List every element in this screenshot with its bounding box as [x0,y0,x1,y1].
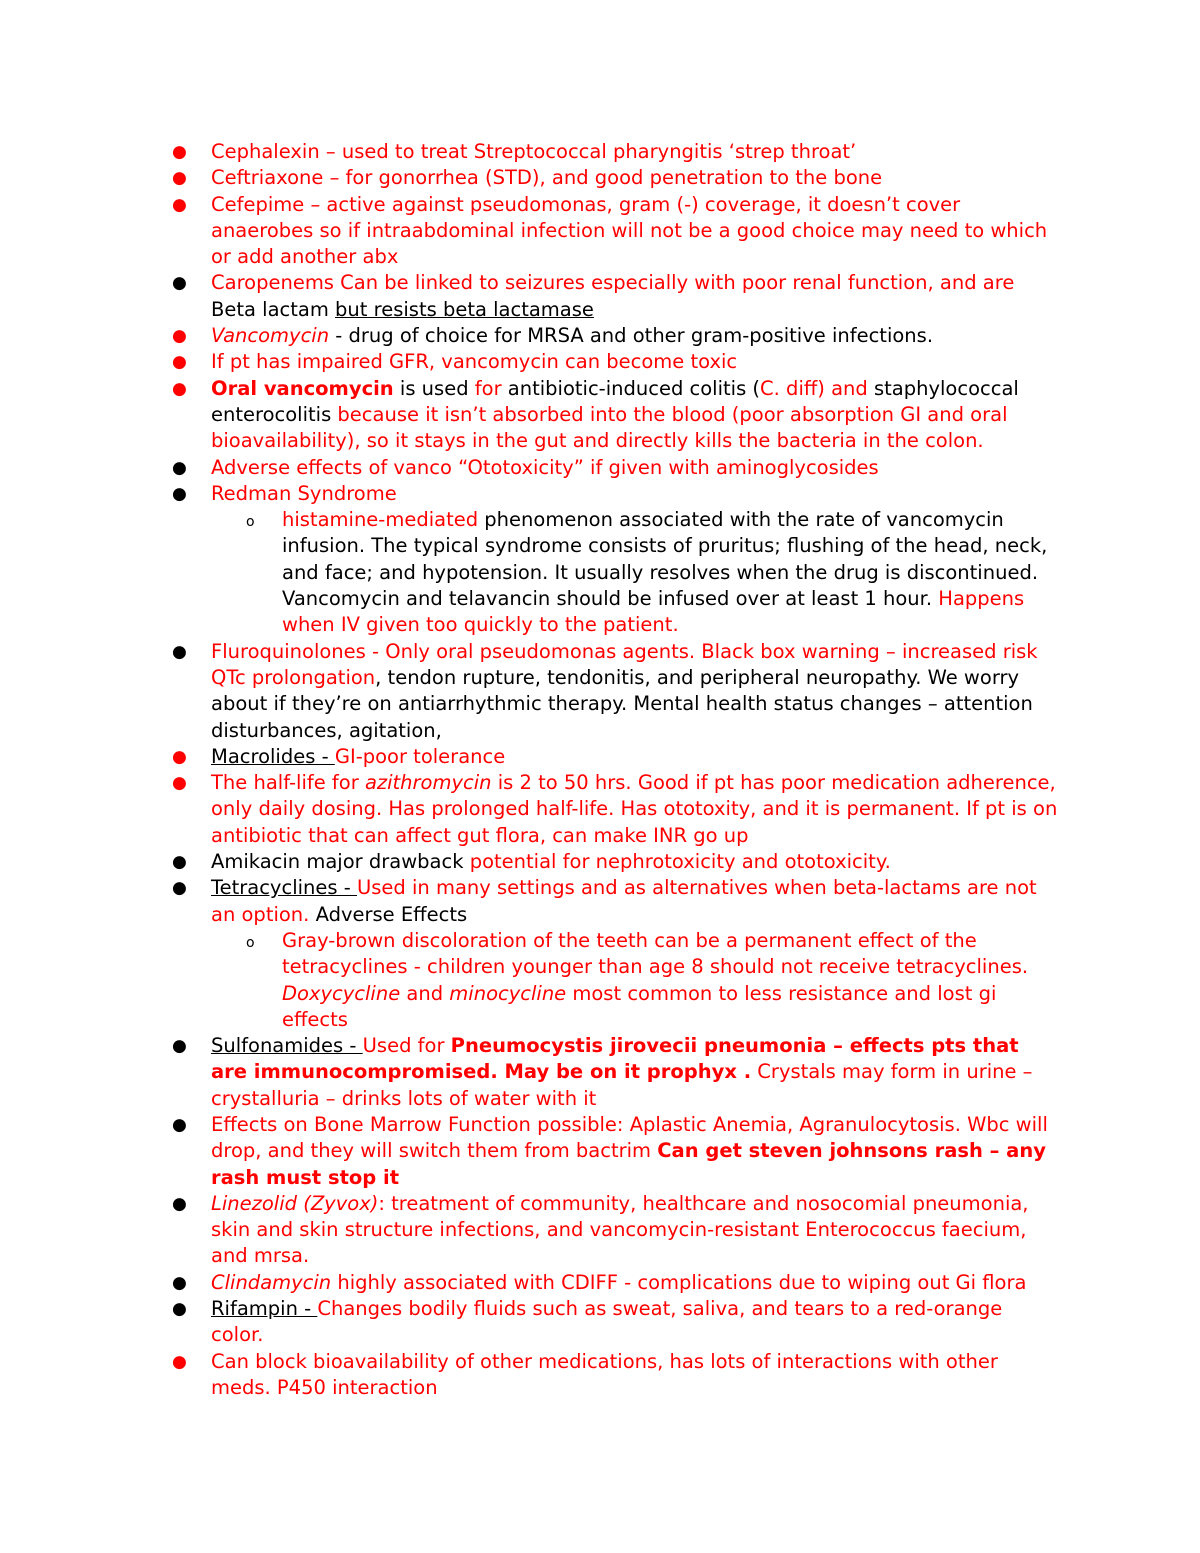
text-run: Tetracyclines - [211,876,357,900]
text-run: Macrolides - [211,744,335,768]
bullet-dot-icon: ● [172,878,187,899]
text-run: Gray-brown discoloration of the teeth can be a permanent effect of the tetracyclines - children younger than age 8 should not receive tetracyclines. [282,928,1029,979]
text-run: - drug of choice for MRSA and other gram-positive infections. [329,324,934,348]
text-run: Cephalexin – used to treat Streptococcal pharyngitis ‘strep throat’ [211,140,857,163]
text-run: Can get steven johnsons rash – any rash must stop it [211,1139,1046,1189]
list-item [0,770,1200,849]
list-item-text [211,640,1038,742]
list-item-text [211,850,891,873]
text-run: Adverse Effects [315,902,468,926]
bullet-dot-icon: ● [172,1351,187,1372]
bullet-dot-icon: ● [172,194,187,215]
list-item [0,744,1200,770]
list-item [0,455,1200,481]
text-run: Effects on Bone Marrow Function possible: Aplastic Anemia, Agranulocytosis. Wbc will drop, and they will switch them from bactrim [211,1112,1048,1163]
text-run: Beta lactam [211,297,336,321]
text-run: The half-life for [211,771,365,795]
hollow-circle-icon: o [246,514,255,531]
list-item [0,323,1200,349]
list-item-text [211,745,505,768]
bullet-dot-icon: ● [172,142,187,162]
list-item-text [211,1271,1026,1294]
list-item [0,349,1200,375]
list-item-text [211,482,397,505]
list-item-text [211,456,879,479]
bullet-dot-icon: ● [172,1036,187,1057]
bullet-dot-icon: ● [172,852,187,873]
list-item [0,165,1200,191]
bullet-dot-icon: ● [172,352,187,373]
text-run: is 2 to 50 hrs. Good if pt has poor medication adherence, only daily dosing. Has prolonged half-life. Has ototoxity, and it is permanent. If pt is on antibiotic that can affect gut flora, can make INR go up [211,771,1058,847]
text-run: most common to less resistance and lost gi effects [282,981,997,1031]
list-item-text [211,324,933,347]
text-run: Sulfonamides - [211,1034,363,1058]
text-run: : treatment of community, healthcare and nosocomial pneumonia, skin and skin structure infections, and vancomycin-resistant Enterococcus faecium, and mrsa. [211,1191,1029,1268]
bullet-dot-icon: ● [172,773,187,794]
list-item [0,139,1200,165]
text-run: Used for [362,1034,451,1058]
sub-list-item [211,507,1060,638]
list-item [0,849,1200,875]
text-run: Happens when IV given too quickly to the patient. [282,587,1025,637]
text-run: Changes bodily fluids such as sweat, saliva, and tears to a red-orange color. [211,1297,1003,1347]
list-item [0,1270,1200,1296]
list-item-text [211,193,1047,269]
text-run: because it isn’t absorbed into the blood (poor absorption GI and oral bioavailability), so it stays in the gut and directly kills the bacteria in the colon. [211,402,1008,453]
text-run: Crystals may form in urine – crystalluria – drinks lots of water with it [211,1060,1033,1110]
text-run: Vancomycin [211,324,330,348]
list-item-text [211,377,1019,453]
text-run: Cefepime – active against pseudomonas, gram (-) coverage, it doesn’t cover anaerobes so if intraabdominal infection will not be a good choice may need to which or add another abx [211,192,1048,269]
list-item [0,481,1200,639]
text-run: and [400,981,450,1005]
bullet-dot-icon: ● [172,168,187,189]
text-run: potential for nephrotoxicity and ototoxicity. [469,850,891,874]
list-item [0,875,1200,1033]
list-item-text [211,271,1014,320]
bullet-dot-icon: ● [172,457,187,478]
text-run: minocycline [449,981,567,1005]
text-run: Caropenems Can be linked to seizures especially with poor renal function, and are [211,271,1015,295]
bullet-dot-icon: ● [172,746,187,767]
text-run: Rifampin - [211,1297,318,1321]
bullet-dot-icon: ● [172,326,187,347]
list-item [0,192,1200,271]
text-run: Linezolid (Zyvox) [211,1191,379,1215]
bullet-dot-icon: ● [172,641,187,662]
bullet-dot-icon: ● [172,1272,187,1293]
list-item-text [211,876,1037,925]
text-run: Redman Syndrome [211,481,397,505]
list-item [0,639,1200,744]
text-run: for [474,376,508,400]
text-run: highly associated with CDIFF - complications due to wiping out Gi flora [331,1270,1027,1294]
text-run: If pt has impaired GFR, vancomycin can become toxic [211,350,738,374]
text-run: Pneumocystis jirovecii pneumonia – effects pts that are immunocompromised. May be on it prophyx . [211,1034,1019,1084]
sub-list-item-text [282,929,1028,1031]
text-run: Adverse effects of vanco “Ototoxicity” if given with aminoglycosides [211,455,879,479]
text-run: antibiotic-induced colitis ( [507,376,761,400]
bullet-dot-icon: ● [172,378,187,399]
text-run: phenomenon associated with the rate of vancomycin infusion. The typical syndrome consists of pruritus; flushing of the head, neck, and face; and hypotension. It usually resolves when the drug is discontinued. Vancomycin and telavancin should be infused over at least 1 hour. [282,508,1048,611]
text-run: histamine-mediated [282,508,479,532]
list-item-text [211,1297,1002,1346]
antibiotics-notes-list [0,139,1200,1401]
list-item-text [211,166,882,189]
text-run: Used in many settings and as alternatives when beta-lactams are not an option. [211,876,1037,926]
text-run: , tendon rupture, tendonitis, and peripheral neuropathy. We worry about if they’re on antiarrhythmic therapy. Mental health status changes – attention disturbances, agitation, [211,665,1033,742]
list-item [0,1112,1200,1191]
list-item [0,1191,1200,1270]
text-run: Can block bioavailability of other medications, has lots of interactions with other meds. P450 interaction [211,1349,998,1399]
list-item-text [211,1350,998,1399]
sub-list-item-text [282,508,1047,636]
bullet-dot-icon: ● [172,273,187,294]
text-run: GI-poor tolerance [334,744,506,768]
list-item-text [211,1192,1029,1268]
text-run: but resists beta lactamase [335,297,594,321]
text-run: Doxycycline [282,981,401,1005]
list-item [0,270,1200,323]
text-run: Fluroquinolones - Only oral pseudomonas agents. Black box warning – increased risk QTc prolongation [211,639,1038,689]
list-item [0,376,1200,455]
list-item-text [211,1034,1032,1110]
list-item-text [211,350,737,373]
text-run: Oral vancomycin [211,376,394,400]
text-run: is used [393,376,475,400]
text-run: azithromycin [364,771,492,795]
text-run: staphylococcal enterocolitis [211,376,1019,426]
list-item-text [211,771,1057,847]
text-run: Clindamycin [211,1270,332,1294]
text-run: C. diff) and [760,376,874,400]
list-item [0,1033,1200,1112]
bullet-dot-icon: ● [172,1193,187,1214]
list-item [0,1296,1200,1349]
sub-list [211,507,1060,638]
sub-list [211,928,1060,1033]
hollow-circle-icon: o [246,934,255,951]
list-item-text [211,140,856,163]
text-run: Ceftriaxone – for gonorrhea (STD), and good penetration to the bone [211,166,883,190]
bullet-dot-icon: ● [172,1114,187,1135]
sub-list-item [211,928,1060,1033]
text-run: Amikacin major drawback [211,850,470,874]
bullet-dot-icon: ● [172,483,187,504]
bullet-dot-icon: ● [172,1299,187,1320]
list-item-text [211,1113,1048,1189]
list-item [0,1349,1200,1402]
